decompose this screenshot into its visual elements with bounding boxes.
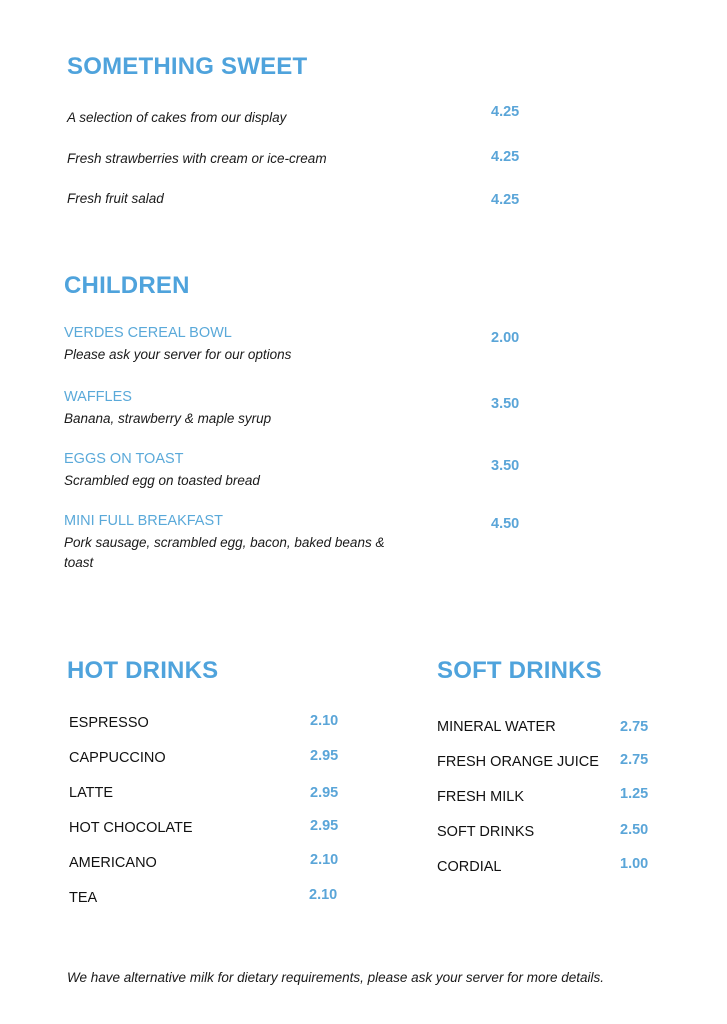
section-heading-soft-drinks: SOFT DRINKS (437, 657, 602, 684)
children-item-title: EGGS ON TOAST (64, 451, 184, 467)
soft-drink-name: MINERAL WATER (437, 719, 556, 735)
hot-drink-price: 2.10 (310, 852, 339, 868)
hot-drink-price: 2.95 (310, 748, 339, 764)
children-item-description: Pork sausage, scrambled egg, bacon, baked beans & (64, 535, 385, 550)
sweet-item-price: 4.25 (491, 192, 520, 208)
children-item-price: 3.50 (491, 458, 520, 474)
footer-note: We have alternative milk for dietary requirements, please ask your server for more details. (67, 970, 604, 985)
section-heading-hot-drinks: HOT DRINKS (67, 657, 219, 684)
hot-drink-price: 2.10 (309, 887, 338, 903)
children-item-description: Banana, strawberry & maple syrup (64, 411, 272, 426)
sweet-item-description: A selection of cakes from our display (67, 110, 287, 125)
soft-drink-name: FRESH MILK (437, 789, 525, 805)
soft-drink-name: SOFT DRINKS (437, 824, 535, 840)
children-item-title: VERDES CEREAL BOWL (64, 325, 232, 341)
hot-drink-price: 2.10 (310, 713, 339, 729)
hot-drink-name: ESPRESSO (69, 715, 149, 731)
hot-drink-price: 2.95 (310, 818, 339, 834)
hot-drink-name: HOT CHOCOLATE (69, 820, 193, 836)
soft-drink-price: 2.75 (620, 752, 649, 768)
children-item-description: toast (64, 555, 94, 570)
soft-drink-price: 1.00 (620, 856, 649, 872)
section-heading-children: CHILDREN (64, 272, 190, 299)
children-item-price: 4.50 (491, 516, 520, 532)
children-item-price: 3.50 (491, 396, 520, 412)
children-item-description: Scrambled egg on toasted bread (64, 473, 260, 488)
soft-drink-price: 2.50 (620, 822, 649, 838)
hot-drink-name: TEA (69, 890, 98, 906)
hot-drink-name: LATTE (69, 785, 114, 801)
hot-drink-name: CAPPUCCINO (69, 750, 166, 766)
hot-drink-name: AMERICANO (69, 855, 157, 871)
section-heading-something-sweet: SOMETHING SWEET (67, 53, 308, 80)
soft-drink-name: CORDIAL (437, 859, 502, 875)
sweet-item-price: 4.25 (491, 104, 520, 120)
children-item-title: WAFFLES (64, 389, 132, 405)
soft-drink-name: FRESH ORANGE JUICE (437, 754, 599, 770)
hot-drink-price: 2.95 (310, 785, 339, 801)
children-item-price: 2.00 (491, 330, 520, 346)
sweet-item-price: 4.25 (491, 149, 520, 165)
children-item-description: Please ask your server for our options (64, 347, 292, 362)
sweet-item-description: Fresh strawberries with cream or ice-cream (67, 151, 327, 166)
children-item-title: MINI FULL BREAKFAST (64, 513, 223, 529)
soft-drink-price: 2.75 (620, 719, 649, 735)
sweet-item-description: Fresh fruit salad (67, 191, 164, 206)
soft-drink-price: 1.25 (620, 786, 649, 802)
